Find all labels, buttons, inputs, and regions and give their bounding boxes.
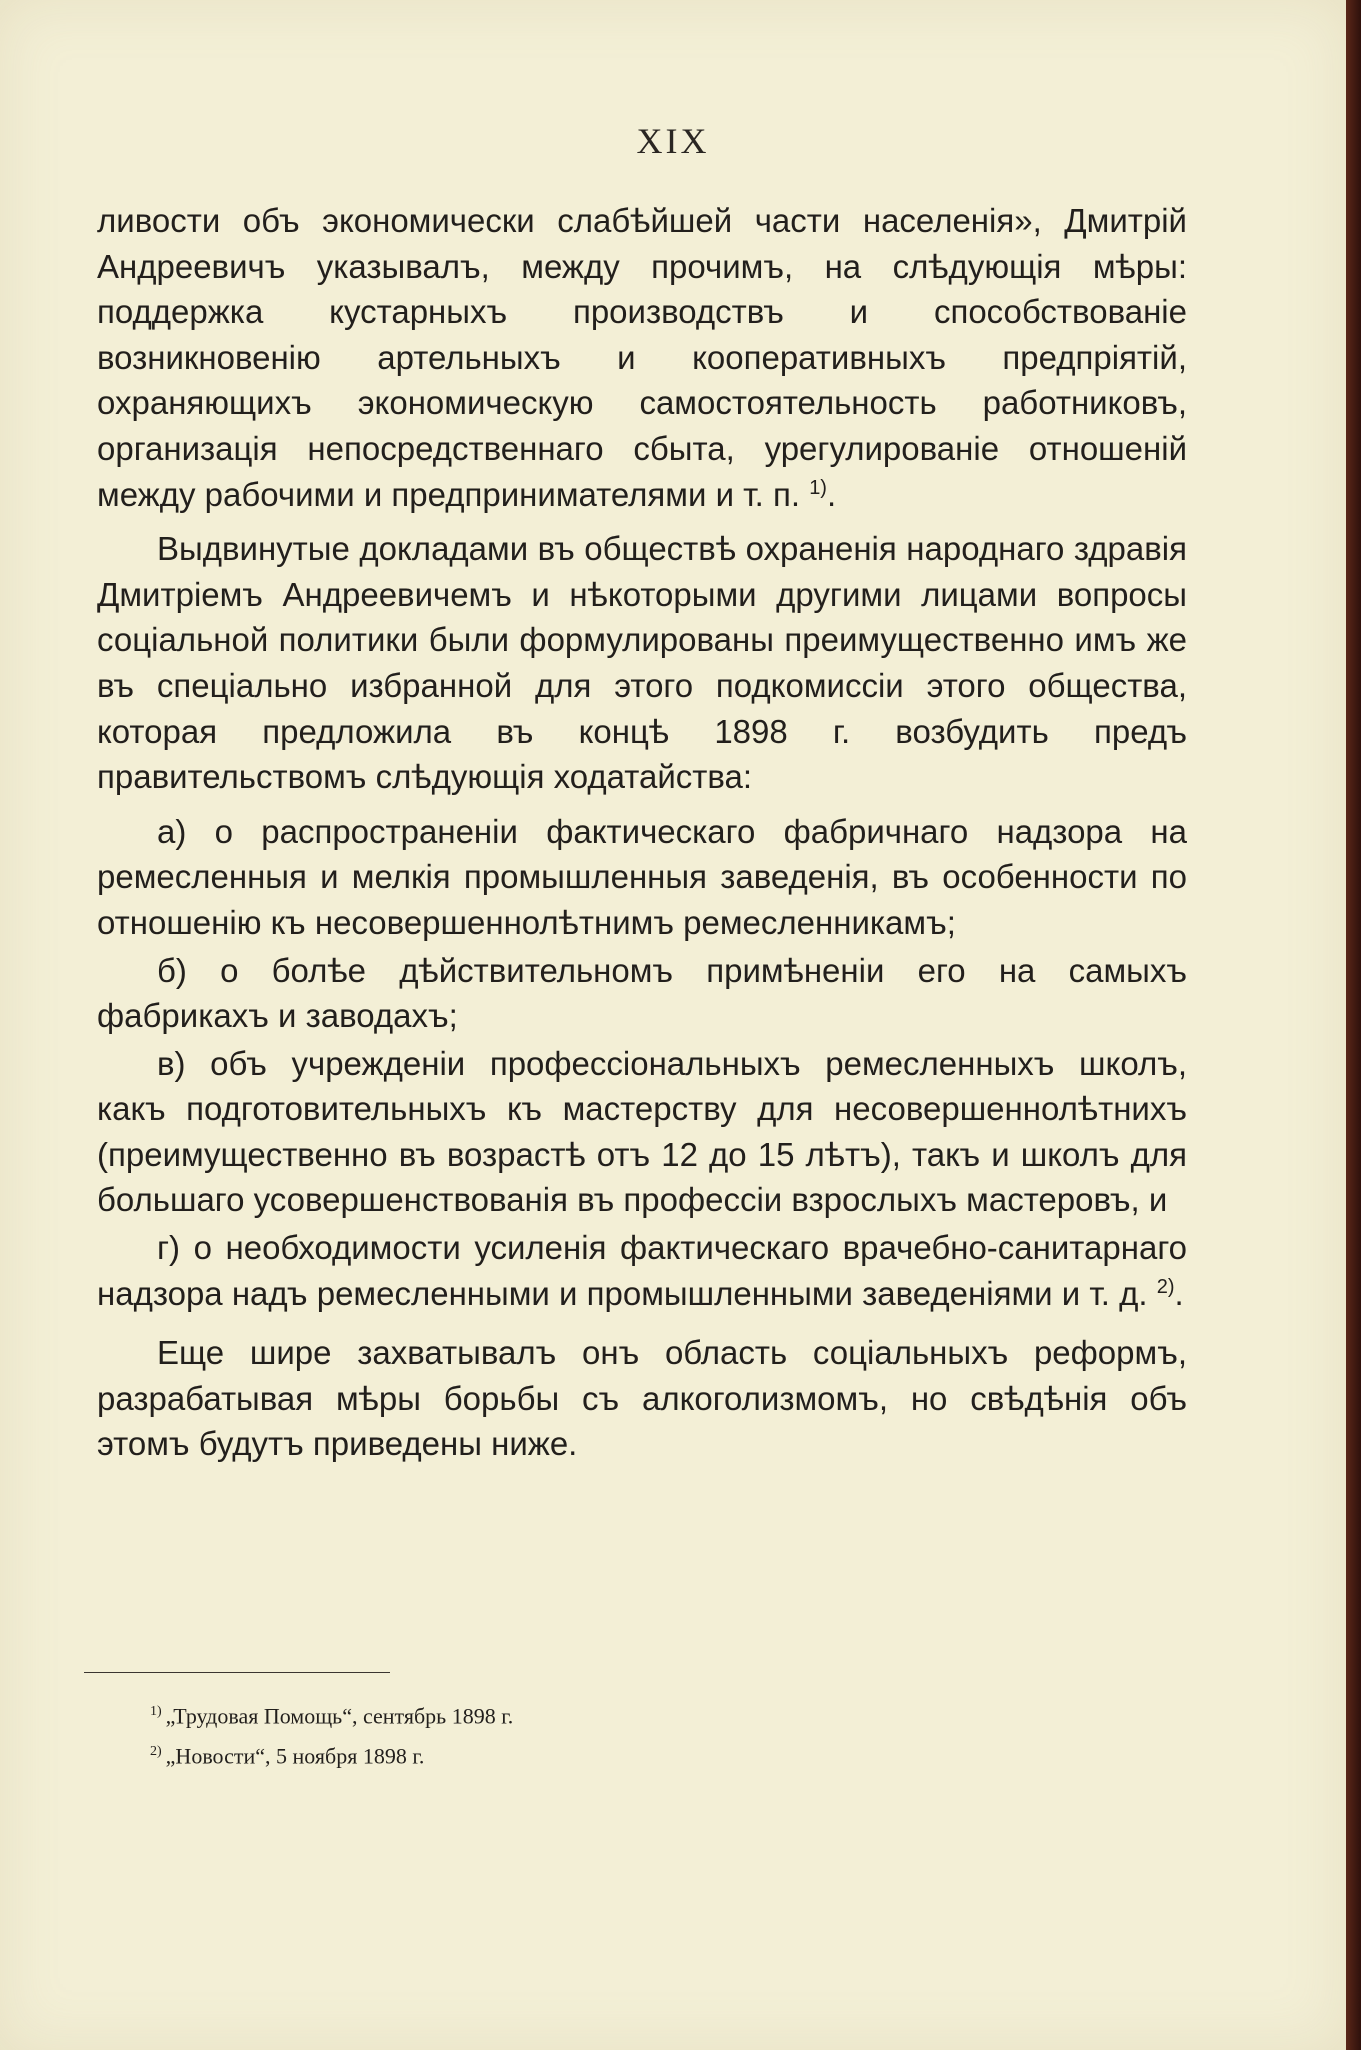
page-number: XIX <box>636 121 710 161</box>
paragraph-text: г) о необходимости усиленія фактическаго врачебно-санитарнаго надзора надъ ремесленными и промышленными заведеніями и т. д. <box>97 1229 1187 1312</box>
page-edge <box>1346 0 1361 2050</box>
paragraph-end: . <box>1174 1274 1184 1312</box>
footnote-mark: 1) <box>150 1704 162 1719</box>
paragraph-text: ливости объ экономически слабѣйшей части населенія», Дмитрій Андреевичъ указывалъ, между прочимъ, на слѣдующія мѣры: поддержка кустарныхъ производствъ и способствованіе возникновенію артельныхъ и кооперативныхъ предпріятій, охраняющихъ экономическую самостоятельность работниковъ, организація непосредственнаго сбыта, урегулированіе отношеній между рабочими и предпринимателями и т. п. <box>97 202 1187 513</box>
footnote-text: „Трудовая Помощь“, сентябрь 1898 г. <box>165 1703 514 1729</box>
list-item-g <box>97 1225 1187 1316</box>
list-item-v: в) объ учрежденіи профессіональныхъ ремесленныхъ школъ, какъ подготовительныхъ къ мастерству для несовершеннолѣтнихъ (преимущественно въ возрастѣ отъ 12 до 15 лѣтъ), такъ и школъ для большаго усовершенствованія въ профессіи взрослыхъ мастеровъ, и <box>97 1044 1187 1219</box>
footnote-mark: 2) <box>150 1744 162 1760</box>
paragraph-continued <box>97 198 1187 517</box>
paragraph-social-reforms: Еще шире захватывалъ онъ область соціальныхъ реформъ, разрабатывая мѣры борьбы съ алкоголизмомъ, но свѣдѣнія объ этомъ будутъ приведены ниже. <box>97 1334 1187 1463</box>
footnote-reference: 2) <box>1156 1275 1175 1298</box>
footnotes <box>150 1694 1050 1775</box>
footnote-reference: 1) <box>809 476 827 499</box>
footnote-1 <box>150 1694 1050 1734</box>
list-item-b: б) о болѣе дѣйствительномъ примѣненіи его на самыхъ фабрикахъ и заводахъ; <box>97 951 1187 1035</box>
paragraph-petitions-intro: Выдвинутые докладами въ обществѣ охраненія народнаго здравія Дмитріемъ Андреевичемъ и нѣкоторыми другими лицами вопросы соціальной политики были формулированы преимущественно имъ же въ спеціально избранной для этого подкомиссіи этого общества, которая предложила въ концѣ 1898 г. возбудить предъ правительствомъ слѣдующія ходатайства: <box>97 530 1187 796</box>
footnote-2 <box>150 1734 1050 1774</box>
paragraph-end: . <box>826 475 837 513</box>
footnote-divider <box>84 1672 390 1673</box>
main-text <box>97 198 1187 1476</box>
list-item-a: а) о распространеніи фактическаго фабричнаго надзора на ремесленныя и мелкія промышленныя заведенія, въ особенности по отношенію къ несовершеннолѣтнимъ ремесленникамъ; <box>97 812 1187 941</box>
footnote-text: „Новости“, 5 ноября 1898 г. <box>165 1743 425 1769</box>
